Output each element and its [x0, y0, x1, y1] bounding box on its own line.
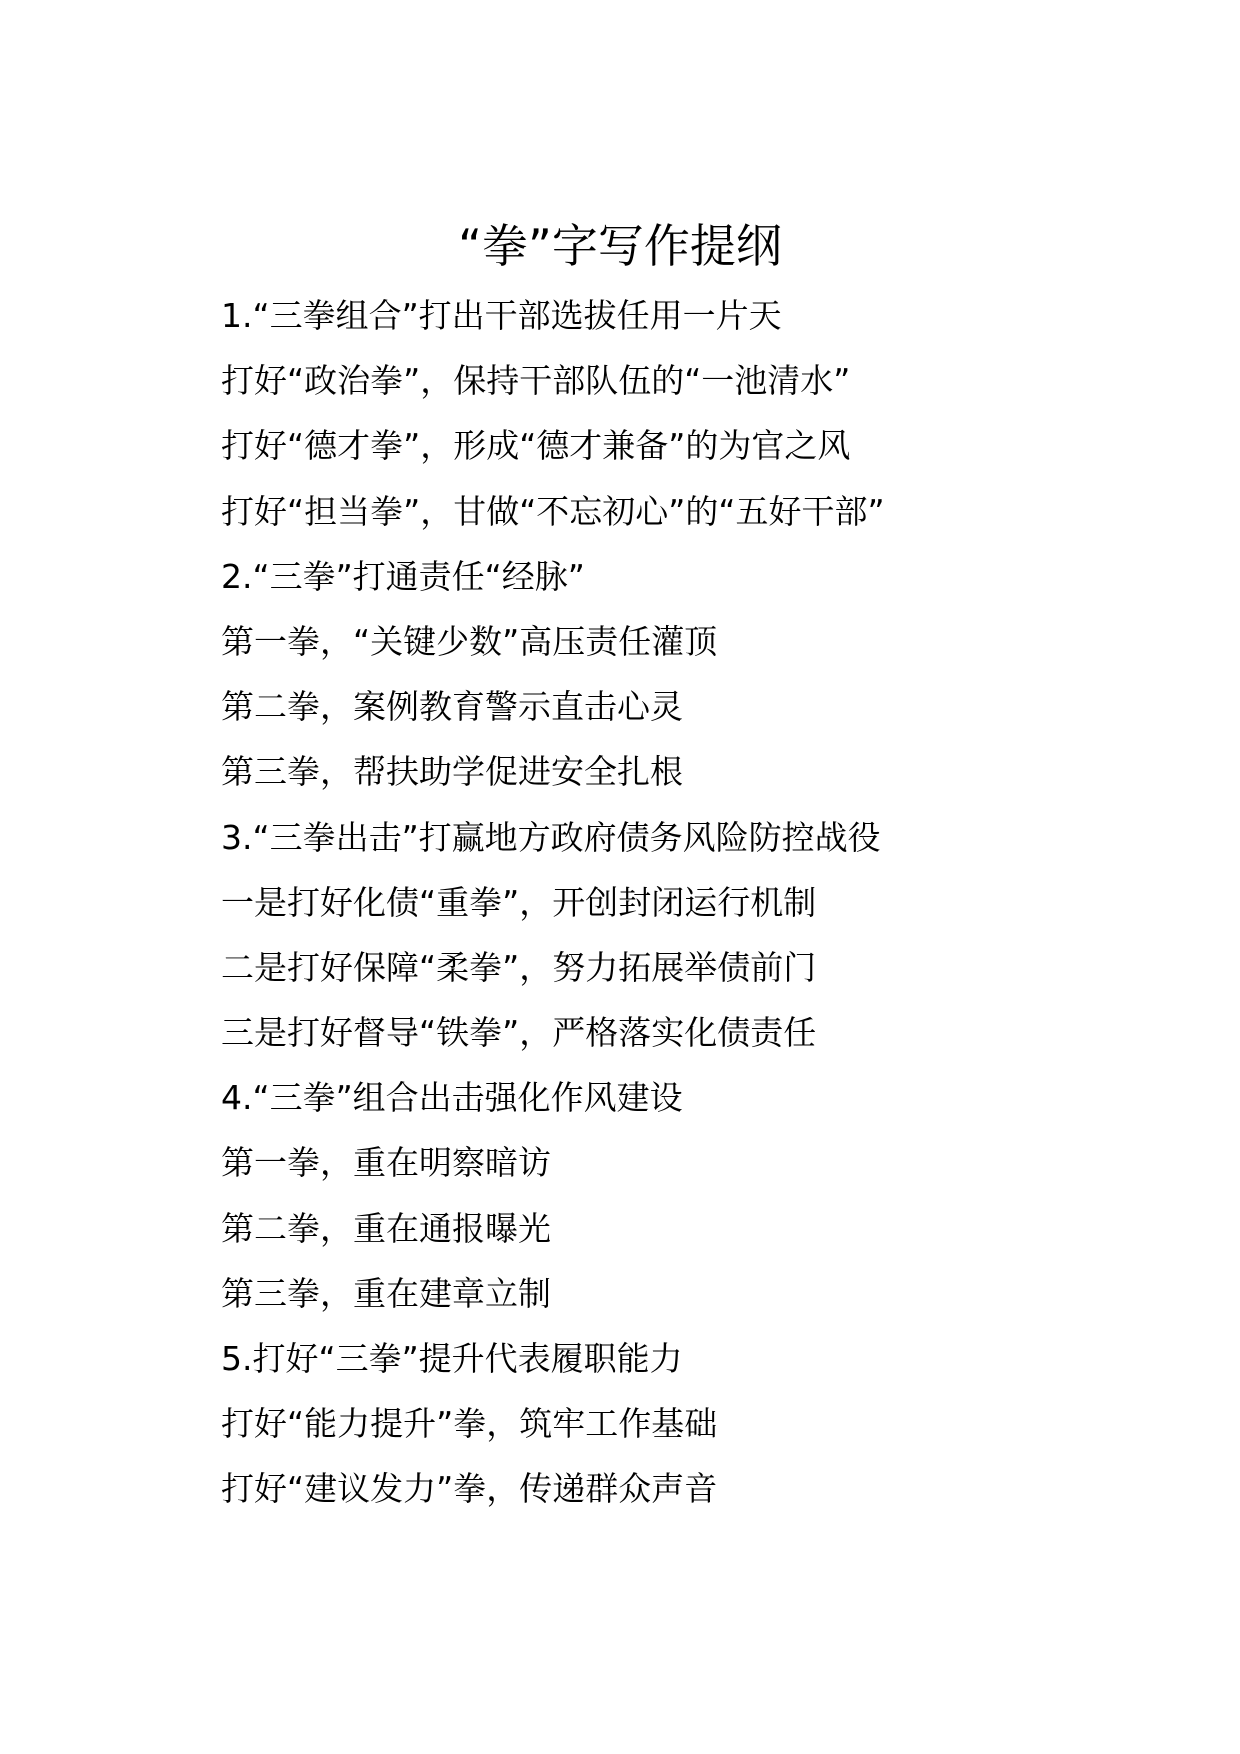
- outline-item: 打好“担当拳”，甘做“不忘初心”的“五好干部”: [221, 491, 885, 531]
- outline-item: 第二拳，案例教育警示直击心灵: [221, 687, 683, 727]
- outline-heading-3: 3.“三拳出击”打赢地方政府债务风险防控战役: [221, 817, 881, 857]
- outline-heading-4: 4.“三拳”组合出击强化作风建设: [221, 1078, 683, 1118]
- outline-item: 三是打好督导“铁拳”，严格落实化债责任: [221, 1013, 817, 1053]
- outline-item: 打好“能力提升”拳，筑牢工作基础: [221, 1404, 718, 1444]
- outline-item: 第一拳，“关键少数”高压责任灌顶: [221, 621, 718, 661]
- outline-heading-1: 1.“三拳组合”打出干部选拔任用一片天: [221, 296, 782, 335]
- outline-item: 打好“德才拳”，形成“德才兼备”的为官之风: [221, 426, 851, 466]
- outline-item: 第三拳，帮扶助学促进安全扎根: [221, 752, 683, 792]
- outline-item: 第三拳，重在建章立制: [221, 1273, 551, 1313]
- outline-item: 打好“政治拳”，保持干部队伍的“一池清水”: [221, 361, 851, 401]
- outline-item: 一是打好化债“重拳”，开创封闭运行机制: [221, 882, 817, 922]
- outline-heading-2: 2.“三拳”打通责任“经脉”: [221, 556, 585, 596]
- outline-item: 二是打好保障“柔拳”，努力拓展举债前门: [221, 947, 817, 987]
- outline-item: 第一拳，重在明察暗访: [221, 1143, 551, 1183]
- outline-item: 第二拳，重在通报曝光: [221, 1208, 551, 1248]
- outline-item: 打好“建议发力”拳，传递群众声音: [221, 1469, 718, 1509]
- outline-list: [221, 283, 1181, 1522]
- document-title: “拳”字写作提纲: [458, 219, 782, 273]
- outline-heading-5: 5.打好“三拳”提升代表履职能力: [221, 1339, 683, 1378]
